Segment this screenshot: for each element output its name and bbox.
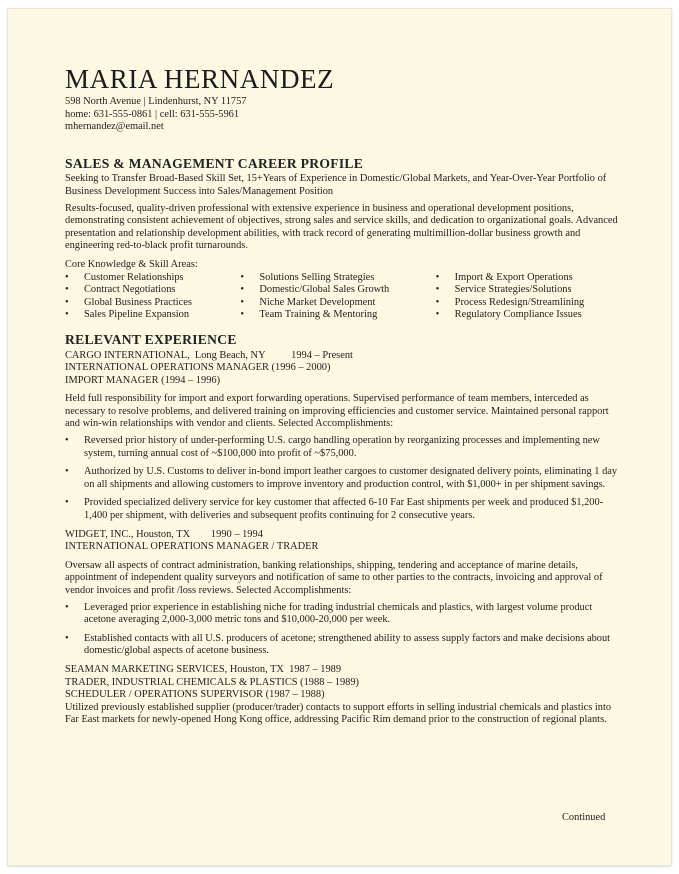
job-entry bbox=[65, 529, 625, 658]
job-header bbox=[65, 529, 625, 554]
accomplishment-item: • Provided specialized delivery service for key customer that affected 6-10 Far East shipments per week and produced $1,200-1,400 per shipment, with deliveries and subsequent profits continuing for 2 consecutive years. bbox=[65, 497, 625, 522]
email: mhernandez@email.net bbox=[65, 121, 164, 133]
accomplishments-list bbox=[65, 435, 625, 523]
job-line: INTERNATIONAL OPERATIONS MANAGER / TRADER bbox=[65, 541, 319, 553]
skill-item: • Solutions Selling Strategies bbox=[240, 272, 435, 285]
skills-column bbox=[436, 272, 625, 322]
accomplishments-list bbox=[65, 602, 625, 658]
accomplishment-item: • Authorized by U.S. Customs to deliver in-bond import leather cargoes to customer designated delivery points, eliminating 1 day on all shipments and allowing customers to improve inventory and production control, with $1,000+ in per shipment savings. bbox=[65, 466, 625, 491]
experience-heading: RELEVANT EXPERIENCE bbox=[65, 331, 237, 347]
profile-summary: Results-focused, quality-driven professional with extensive experience in business and operational development positions, demonstrating consistent achievement of objectives, strong sales and service skills, and dedication to organizational goals. Advanced presentation and relationship development abilities, with track record of generating multimillion-dollar business growth and engineering red-to-black profit turnarounds. bbox=[65, 202, 618, 252]
skills-title: Core Knowledge & Skill Areas: bbox=[65, 258, 198, 270]
skill-item: • Regulatory Compliance Issues bbox=[436, 309, 625, 322]
continued-label: Continued bbox=[562, 812, 606, 823]
skill-item: • Import & Export Operations bbox=[436, 272, 625, 285]
skills-column bbox=[240, 272, 435, 322]
accomplishment-item: • Reversed prior history of under-performing U.S. cargo handling operation by reorganizing processes and implementing new system, turning annual cost of ~$100,000 into profit of ~$75,000. bbox=[65, 435, 625, 460]
job-description: Oversaw all aspects of contract administration, banking relationships, shipping, tendering and acceptance of marine details, appointment of independent quality surveyors and notification of same to other parties to the contracts, invoicing and approval of vendor invoices and profit /loss reviews. Selected Accomplishments: bbox=[65, 559, 603, 596]
job-line: TRADER, INDUSTRIAL CHEMICALS & PLASTICS (1988 – 1989) bbox=[65, 676, 360, 688]
skill-item: • Process Redesign/Streamlining bbox=[436, 297, 625, 310]
job-line: CARGO INTERNATIONAL, Long Beach, NY 1994 – Present bbox=[65, 349, 353, 361]
job-entry bbox=[65, 350, 625, 523]
job-header bbox=[65, 350, 625, 388]
job-description: Held full responsibility for import and export forwarding operations. Supervised performance of team members, interceded as necessary to resolve problems, and delivered training on improving efficiencies and customer service. Maintained personal rapport and win-win relationships with vendor and clients. Selected Accomplishments: bbox=[65, 393, 609, 430]
skill-item: • Niche Market Development bbox=[240, 297, 435, 310]
address: 598 North Avenue | Lindenhurst, NY 11757 bbox=[65, 96, 247, 107]
skills-list bbox=[65, 272, 625, 322]
job-entry bbox=[65, 664, 625, 727]
resume-content bbox=[65, 63, 625, 731]
job-line: IMPORT MANAGER (1994 – 1996) bbox=[65, 374, 221, 386]
job-line: SCHEDULER / OPERATIONS SUPERVISOR (1987 – 1988) bbox=[65, 689, 325, 701]
accomplishment-item: • Leveraged prior experience in establishing niche for trading industrial chemicals and plastics, with largest volume product acetone averaging 2,000-3,000 metric tons and $10,000-20,000 per week. bbox=[65, 602, 625, 627]
skill-item: • Sales Pipeline Expansion bbox=[65, 309, 240, 322]
skills-column bbox=[65, 272, 240, 322]
profile-heading: SALES & MANAGEMENT CAREER PROFILE bbox=[65, 155, 364, 171]
profile-objective: Seeking to Transfer Broad-Based Skill Set, 15+Years of Experience in Domestic/Global Markets, and Year-Over-Year Portfolio of Business Development Success into Sales/Management Position bbox=[65, 173, 607, 197]
candidate-name: MARIA HERNANDEZ bbox=[65, 64, 335, 94]
job-line: SEAMAN MARKETING SERVICES, Houston, TX 1987 – 1989 bbox=[65, 663, 342, 675]
skill-item: • Global Business Practices bbox=[65, 297, 240, 310]
job-line: INTERNATIONAL OPERATIONS MANAGER (1996 – 2000) bbox=[65, 362, 331, 374]
job-header bbox=[65, 664, 625, 702]
contact-info bbox=[65, 96, 625, 134]
phone-numbers: home: 631-555-0861 | cell: 631-555-5961 bbox=[65, 108, 240, 120]
accomplishment-item: • Established contacts with all U.S. producers of acetone; strengthened ability to assess supply factors and make decisions about domestic/global aspects of acetone business. bbox=[65, 633, 625, 658]
skill-item: • Domestic/Global Sales Growth bbox=[240, 284, 435, 297]
skill-item: • Contract Negotiations bbox=[65, 284, 240, 297]
skill-item: • Customer Relationships bbox=[65, 272, 240, 285]
skill-item: • Team Training & Mentoring bbox=[240, 309, 435, 322]
job-line: WIDGET, INC., Houston, TX 1990 – 1994 bbox=[65, 528, 263, 540]
skill-item: • Service Strategies/Solutions bbox=[436, 284, 625, 297]
job-description: Utilized previously established supplier (producer/trader) contacts to support efforts in selling industrial chemicals and plastics into Far East markets for newly-opened Hong Kong office, addressing Pacific Rim demand prior to the construction of regional plants. bbox=[65, 701, 612, 726]
resume-page bbox=[8, 9, 671, 865]
